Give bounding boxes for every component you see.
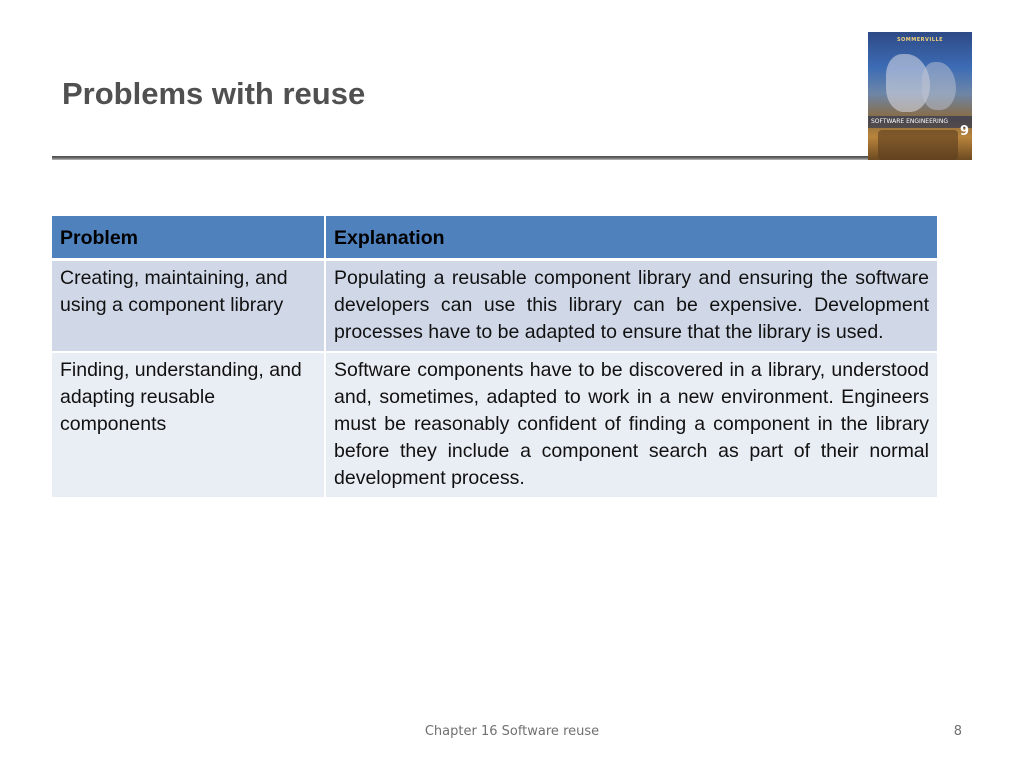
cover-building-shape — [878, 130, 958, 160]
explanation-cell: Populating a reusable component library and ensuring the software developers can use this library can be expensive. Development processes have to be adapted to ensure that the library is used. — [325, 260, 937, 352]
cover-sculpture-shape — [922, 62, 956, 110]
slide-title: Problems with reuse — [62, 76, 366, 111]
table-header-row — [52, 216, 937, 260]
cover-title: SOFTWARE ENGINEERING — [871, 118, 948, 125]
page-number: 8 — [953, 724, 962, 739]
problem-cell: Finding, understanding, and adapting reusable components — [52, 352, 325, 498]
explanation-cell: Software components have to be discovered in a library, understood and, sometimes, adapted to work in a new environment. Engineers must be reasonably confident of finding a component in the library before they include a component search as part of their normal development process. — [325, 352, 937, 498]
cover-author: SOMMERVILLE — [896, 37, 944, 43]
table-row — [52, 352, 937, 498]
header-problem: Problem — [52, 216, 325, 260]
header-explanation: Explanation — [325, 216, 937, 260]
book-cover-image — [868, 32, 972, 160]
problem-cell: Creating, maintaining, and using a component library — [52, 260, 325, 352]
cover-edition: 9 — [959, 124, 969, 139]
table-row — [52, 260, 937, 352]
slide-footer: Chapter 16 Software reuse — [424, 724, 600, 739]
title-divider — [52, 156, 870, 160]
problems-table — [52, 216, 937, 499]
